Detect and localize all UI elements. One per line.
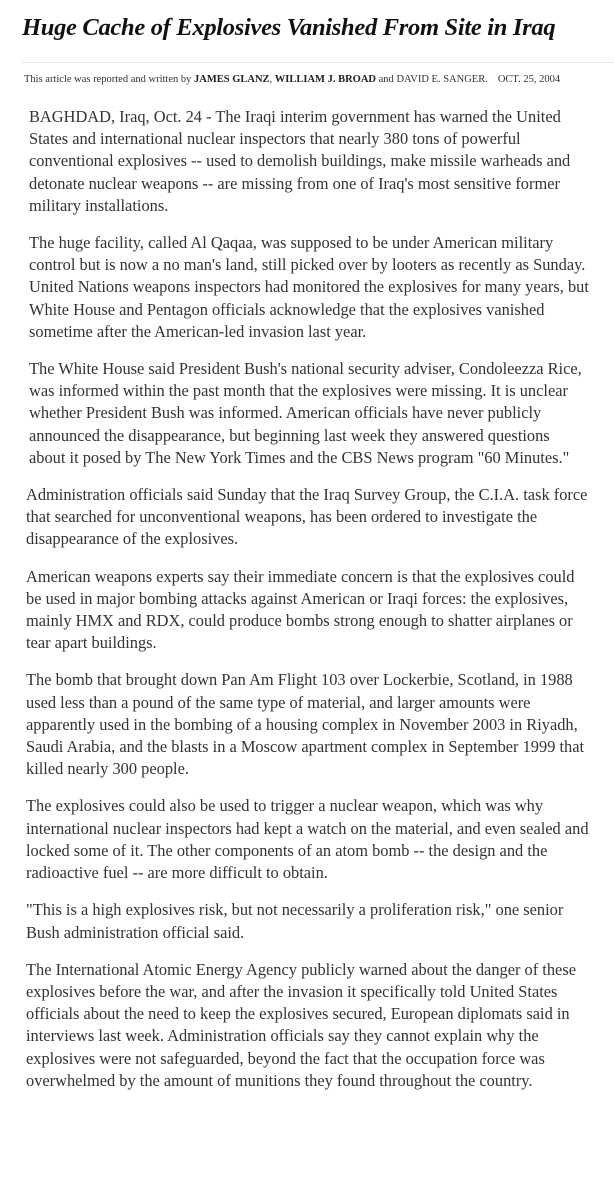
headline-divider (22, 62, 614, 63)
article-paragraph: The White House said President Bush's national security adviser, Condoleezza Rice, was informed within the past month that the explosives were missing. It is unclear whether President Bush was informed. American officials have never publicly announced the disappearance, but beginning last week they answered questions about it posed by The New York Times and the CBS News program "60 Minutes." (29, 359, 582, 467)
article-paragraph: "This is a high explosives risk, but not necessarily a proliferation risk," one senior Bush administration official said. (26, 900, 564, 942)
article-paragraph: The explosives could also be used to trigger a nuclear weapon, which was why international nuclear inspectors had kept a watch on the material, and even sealed and locked some of it. The other components of an atom bomb -- the design and the radioactive fuel -- are more difficult to obtain. (26, 796, 589, 883)
article-body (26, 106, 589, 1107)
byline-prefix: This article was reported and written by (24, 74, 194, 85)
article-paragraph: The International Atomic Energy Agency publicly warned about the danger of these explosives before the war, and after the invasion it specifically told United States officials about the need to keep the explosives secured, European diplomats said in interviews last week. Administration officials say they cannot explain why the explosives were not safeguarded, beyond the fact that the occupation force was overwhelmed by the amount of munitions they found throughout the country. (26, 959, 576, 1090)
author-name: DAVID E. SANGER (396, 74, 486, 85)
article-headline: Huge Cache of Explosives Vanished From Site in Iraq (22, 14, 556, 41)
article-paragraph: BAGHDAD, Iraq, Oct. 24 - The Iraqi interim government has warned the United States and international nuclear inspectors that nearly 380 tons of powerful conventional explosives -- used to demolish buildings, make missile warheads and detonate nuclear weapons -- are missing from one of Iraq's most sensitive former military installations. (29, 107, 571, 215)
article-paragraph: Administration officials said Sunday that the Iraq Survey Group, the C.I.A. task force that searched for unconventional weapons, has been ordered to investigate the disappearance of the explosives. (26, 485, 588, 549)
author-name: JAMES GLANZ (193, 74, 270, 85)
byline (24, 74, 560, 85)
article-paragraph: American weapons experts say their immediate concern is that the explosives could be used in major bombing attacks against American or Iraqi forces: the explosives, mainly HMX and RDX, could produce bombs strong enough to shatter airplanes or tear apart buildings. (26, 566, 575, 653)
byline-separator: and (376, 74, 397, 85)
article-paragraph: The huge facility, called Al Qaqaa, was supposed to be under American military control but is now a no man's land, still picked over by looters as recently as Sunday. United Nations weapons inspectors had monitored the explosives for many years, but White House and Pentagon officials acknowledge that the explosives vanished sometime after the American-led invasion last year. (29, 233, 589, 341)
byline-suffix: . (485, 74, 488, 85)
article-paragraph: The bomb that brought down Pan Am Flight 103 over Lockerbie, Scotland, in 1988 used less than a pound of the same type of material, and larger amounts were apparently used in the bombing of a housing complex in November 2003 in Riyadh, Saudi Arabia, and the blasts in a Moscow apartment complex in September 1999 that killed nearly 300 people. (26, 670, 585, 779)
publish-date: OCT. 25, 2004 (497, 74, 561, 85)
byline-separator: , (269, 74, 275, 85)
author-name: WILLIAM J. BROAD (274, 74, 377, 85)
